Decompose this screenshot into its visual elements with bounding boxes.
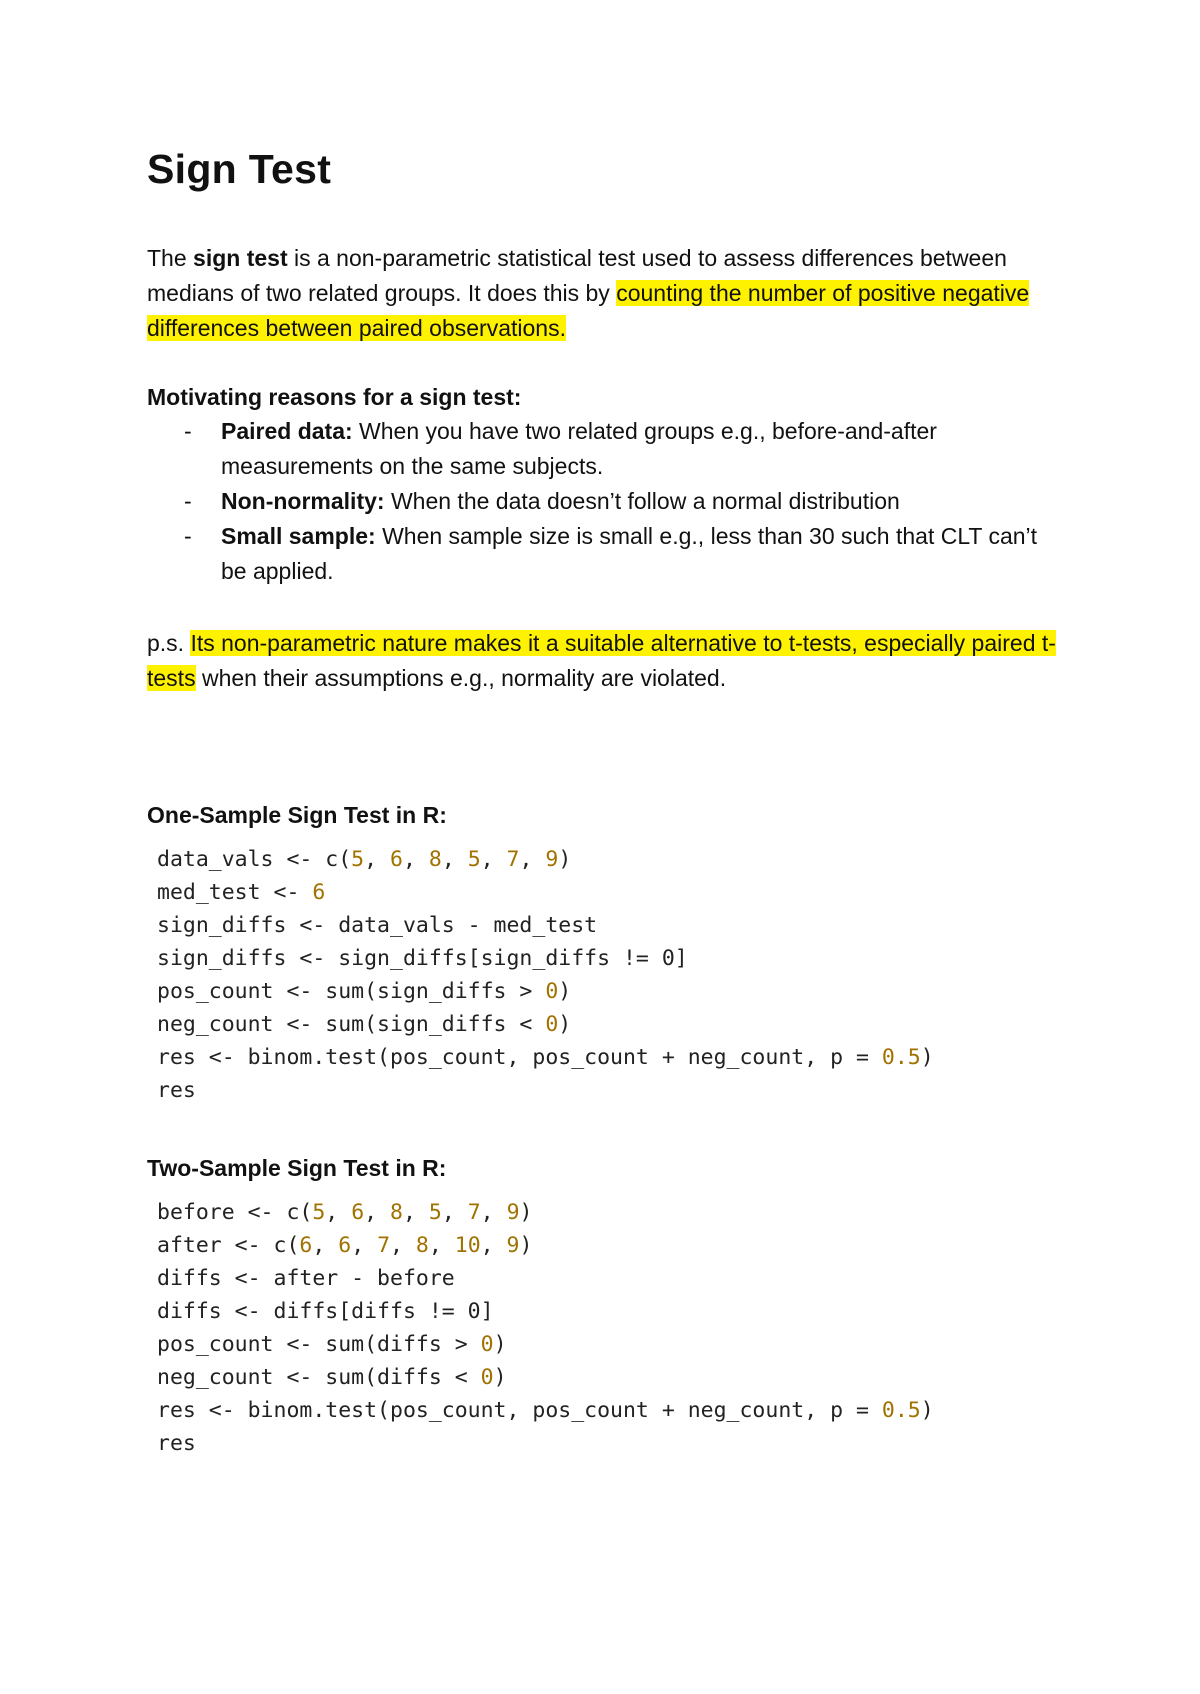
- code-number: 9: [506, 1200, 520, 1225]
- code-line: [157, 1328, 934, 1361]
- code-text: ,: [480, 847, 507, 872]
- code-text: pos_count <- sum(diffs >: [157, 1332, 481, 1357]
- code-text: sign_diffs <- sign_diffs[sign_diffs != 0]: [157, 946, 688, 971]
- code-text: ): [558, 979, 572, 1004]
- code-number: 0.5: [881, 1045, 921, 1070]
- intro-paragraph: [147, 241, 1067, 346]
- code-text: ): [519, 1200, 533, 1225]
- code-text: ,: [351, 1233, 378, 1258]
- code-line: [157, 1074, 934, 1107]
- code-text: med_test <-: [157, 880, 313, 905]
- code-text: ): [493, 1332, 507, 1357]
- code-line: [157, 1041, 934, 1074]
- ps-paragraph: [147, 626, 1067, 696]
- motivation-list: [147, 414, 1067, 589]
- code-text: ): [558, 847, 572, 872]
- code-line: [157, 1295, 934, 1328]
- code-line: [157, 876, 934, 909]
- one-sample-code-block: [157, 843, 934, 1107]
- code-number: 5: [467, 847, 481, 872]
- list-item-text: When sample size is small e.g., less than 30 such that CLT can’t be applied.: [221, 523, 1038, 584]
- code-text: ,: [519, 847, 546, 872]
- code-text: ,: [325, 1200, 352, 1225]
- two-sample-heading: Two-Sample Sign Test in R:: [147, 1155, 447, 1181]
- code-text: ,: [480, 1233, 507, 1258]
- code-text: res: [157, 1431, 196, 1456]
- intro-text-2: is a non-parametric statistical test used to assess differences between medians of two related groups. It does this by: [147, 245, 1007, 306]
- list-item: [147, 414, 1067, 484]
- code-number: 6: [312, 880, 326, 905]
- code-text: ,: [390, 1233, 416, 1258]
- code-number: 6: [299, 1233, 313, 1258]
- code-number: 7: [506, 847, 520, 872]
- code-line: [157, 1229, 934, 1262]
- code-line: [157, 1262, 934, 1295]
- code-text: res <- binom.test(pos_count, pos_count + neg_count, p =: [157, 1045, 882, 1070]
- code-number: 6: [351, 1200, 365, 1225]
- list-item-text: When the data doesn’t follow a normal distribution: [384, 488, 900, 514]
- code-number: 9: [506, 1233, 520, 1258]
- two-sample-code-block: [157, 1196, 934, 1460]
- code-text: ): [493, 1365, 507, 1390]
- code-text: ,: [402, 847, 429, 872]
- code-text: ): [558, 1012, 572, 1037]
- ps-highlight: Its non-parametric nature makes it a suitable alternative to t-tests, especially paired t-tests: [147, 630, 1056, 691]
- list-item: [147, 519, 1067, 589]
- code-line: [157, 1196, 934, 1229]
- code-number: 8: [415, 1233, 429, 1258]
- list-item-text: When you have two related groups e.g., before-and-after measurements on the same subjects.: [221, 418, 937, 479]
- code-text: neg_count <- sum(sign_diffs <: [157, 1012, 546, 1037]
- list-item-label: Small sample:: [221, 523, 376, 549]
- intro-bold-term: sign test: [193, 245, 288, 271]
- bullet-dash: -: [184, 488, 192, 514]
- code-number: 10: [454, 1233, 481, 1258]
- code-number: 8: [390, 1200, 403, 1225]
- list-item: [147, 484, 1067, 519]
- code-text: ): [920, 1398, 934, 1423]
- code-number: 0: [480, 1332, 494, 1357]
- code-text: ,: [312, 1233, 339, 1258]
- code-text: ,: [480, 1200, 507, 1225]
- code-text: neg_count <- sum(diffs <: [157, 1365, 481, 1390]
- code-text: ,: [441, 1200, 468, 1225]
- code-text: ,: [364, 1200, 391, 1225]
- bullet-dash: -: [184, 523, 192, 549]
- code-text: res: [157, 1078, 196, 1103]
- code-text: after <- c(: [157, 1233, 300, 1258]
- code-line: [157, 909, 934, 942]
- code-text: ,: [364, 847, 391, 872]
- page-title: Sign Test: [147, 146, 332, 192]
- code-number: 7: [467, 1200, 481, 1225]
- code-line: [157, 1427, 934, 1460]
- code-number: 9: [545, 847, 559, 872]
- code-text: ): [519, 1233, 533, 1258]
- code-number: 5: [351, 847, 365, 872]
- code-number: 5: [312, 1200, 326, 1225]
- code-text: res <- binom.test(pos_count, pos_count + neg_count, p =: [157, 1398, 882, 1423]
- code-text: ,: [441, 847, 468, 872]
- list-item-label: Non-normality:: [221, 488, 385, 514]
- code-text: diffs <- diffs[diffs != 0]: [157, 1299, 494, 1324]
- code-text: before <- c(: [157, 1200, 313, 1225]
- ps-prefix: p.s.: [147, 630, 191, 656]
- code-text: diffs <- after - before: [157, 1266, 455, 1291]
- code-number: 6: [390, 847, 403, 872]
- code-text: ,: [402, 1200, 429, 1225]
- intro-highlight: counting the number of positive negative differences between paired observations.: [147, 280, 1030, 341]
- bullet-dash: -: [184, 418, 192, 444]
- motivation-heading: Motivating reasons for a sign test:: [147, 384, 522, 410]
- code-text: pos_count <- sum(sign_diffs >: [157, 979, 546, 1004]
- code-text: ): [920, 1045, 934, 1070]
- code-line: [157, 942, 934, 975]
- code-line: [157, 1394, 934, 1427]
- code-text: ,: [428, 1233, 455, 1258]
- code-number: 8: [428, 847, 442, 872]
- code-number: 0: [545, 979, 559, 1004]
- ps-suffix: when their assumptions e.g., normality are violated.: [195, 665, 727, 691]
- code-number: 7: [377, 1233, 391, 1258]
- code-number: 0: [545, 1012, 559, 1037]
- code-text: sign_diffs <- data_vals - med_test: [157, 913, 598, 938]
- code-line: [157, 975, 934, 1008]
- code-line: [157, 1008, 934, 1041]
- code-number: 6: [338, 1233, 352, 1258]
- intro-text-1: The: [147, 245, 194, 271]
- code-number: 0: [480, 1365, 494, 1390]
- one-sample-heading: One-Sample Sign Test in R:: [147, 802, 447, 828]
- list-item-label: Paired data:: [221, 418, 353, 444]
- code-text: data_vals <- c(: [157, 847, 352, 872]
- code-number: 0.5: [881, 1398, 921, 1423]
- code-line: [157, 843, 934, 876]
- code-line: [157, 1361, 934, 1394]
- code-number: 5: [428, 1200, 442, 1225]
